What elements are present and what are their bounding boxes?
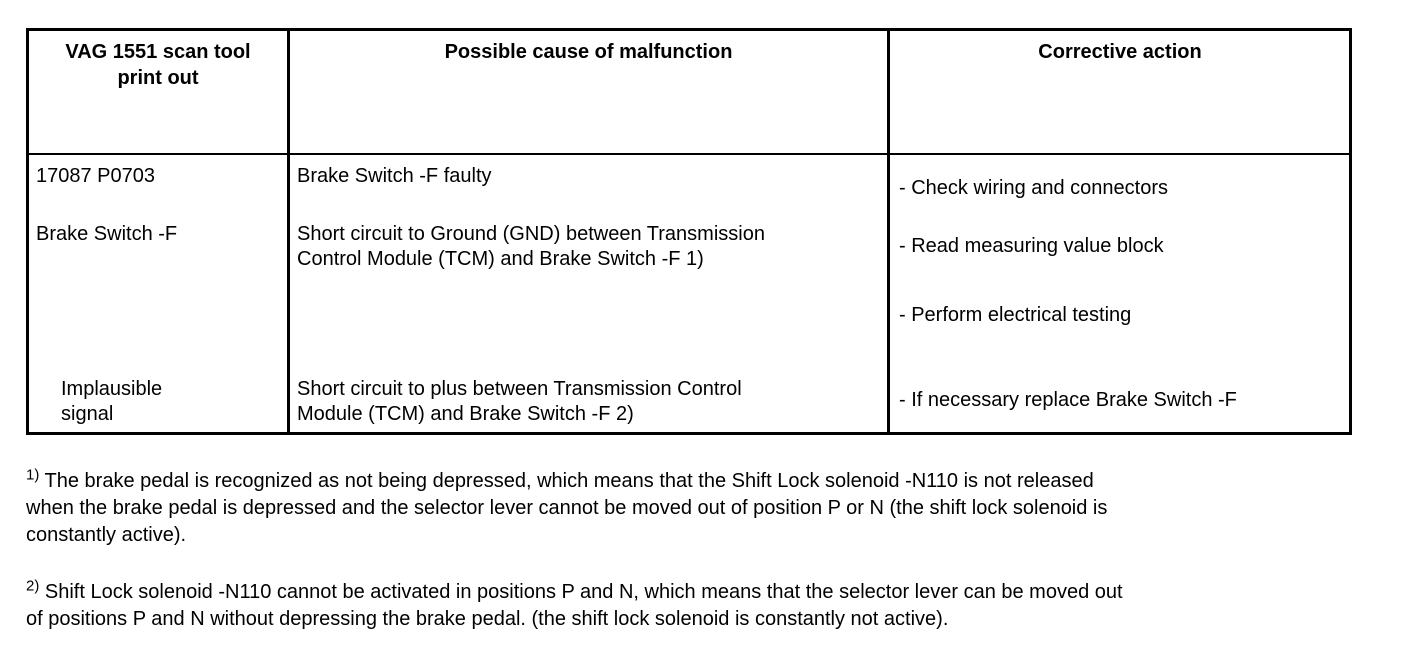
footnote-1-text: The brake pedal is recognized as not being depressed, which means that the Shift Lock solenoid -N110 is not released [39, 470, 1094, 492]
footnote-1-line3: constantly active). [26, 524, 187, 546]
cause-switch-faulty: Brake Switch -F faulty [297, 165, 492, 187]
footnote-2-line2: of positions P and N without depressing the brake pedal. (the shift lock solenoid is constantly not active). [26, 608, 949, 630]
cause-short-to-plus [297, 377, 742, 427]
footnote-2-text: Shift Lock solenoid -N110 cannot be activated in positions P and N, which means that the selector lever can be moved out [39, 581, 1123, 603]
footnote-1-line1 [26, 468, 1356, 495]
fault-code: 17087 P0703 [36, 165, 156, 187]
cause-short-to-ground-line2: Control Module (TCM) and Brake Switch -F 1) [297, 248, 704, 270]
column-divider-1 [287, 31, 290, 432]
column-divider-2 [887, 31, 890, 432]
header-scan-tool-print-out [29, 39, 287, 91]
fault-signal [61, 377, 162, 427]
cause-short-to-plus-line2: Module (TCM) and Brake Switch -F 2) [297, 403, 634, 425]
header-col1-line2: print out [117, 67, 199, 89]
action-replace-switch: - If necessary replace Brake Switch -F [899, 389, 1237, 411]
cause-short-to-ground [297, 222, 765, 272]
footnote-1-line2: when the brake pedal is depressed and the selector lever cannot be moved out of position P or N (the shift lock solenoid is [26, 497, 1108, 519]
footnote-2 [26, 579, 1356, 633]
malfunction-table [26, 28, 1352, 435]
header-divider [29, 153, 1349, 155]
fault-signal-line2: signal [61, 403, 114, 425]
cause-short-to-ground-line1: Short circuit to Ground (GND) between Transmission [297, 223, 765, 245]
footnote-2-line1 [26, 579, 1356, 606]
footnote-1 [26, 468, 1356, 549]
action-read-value-block: - Read measuring value block [899, 235, 1164, 257]
fault-component: Brake Switch -F [36, 223, 178, 245]
footnote-2-marker: 2) [26, 577, 40, 595]
header-corrective-action: Corrective action [1038, 41, 1202, 63]
header-possible-cause: Possible cause of malfunction [444, 41, 733, 63]
footnote-1-marker: 1) [26, 466, 40, 484]
header-col1-line1: VAG 1551 scan tool [65, 41, 251, 63]
action-check-wiring: - Check wiring and connectors [899, 177, 1169, 199]
cause-short-to-plus-line1: Short circuit to plus between Transmission Control [297, 378, 742, 400]
action-electrical-testing: - Perform electrical testing [899, 304, 1132, 326]
fault-signal-line1: Implausible [61, 378, 163, 400]
